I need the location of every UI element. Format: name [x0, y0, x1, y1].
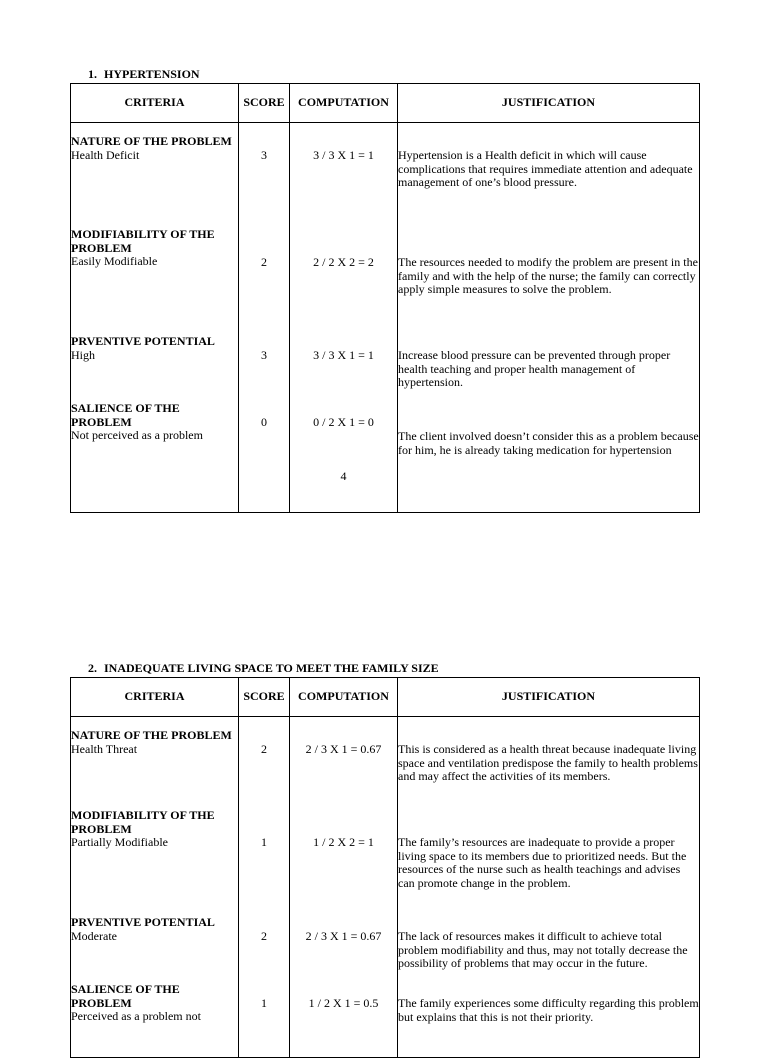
score-value: 1: [261, 996, 267, 1010]
score-header: SCORE: [239, 678, 290, 717]
criteria-title: NATURE OF THE PROBLEM: [71, 134, 232, 148]
priority-table: [70, 83, 700, 513]
score-value: 2: [261, 742, 267, 756]
computation-value: 1 / 2 X 1 = 0.5: [308, 996, 379, 1010]
criteria-title: MODIFIABILITY OF THE PROBLEM: [71, 227, 215, 255]
justification-text: The resources needed to modify the problem are present in the family and with the help of the nurse; the family can correctly apply simple measures to solve the problem.: [398, 255, 698, 296]
justification-text: This is considered as a health threat because inadequate living space and ventilation predispose the family to health problems and may affect the activities of its members.: [398, 742, 698, 783]
section-title: [88, 662, 439, 676]
criteria-value: Easily Modifiable: [71, 254, 158, 268]
score-value: 0: [261, 415, 267, 429]
total-score: 4: [340, 469, 347, 483]
computation-header: COMPUTATION: [290, 84, 398, 123]
justification-column: [398, 123, 700, 513]
justification-text: Hypertension is a Health deficit in which will cause complications that requires immediate attention and adequate management of one’s blood pressure.: [398, 148, 693, 189]
criteria-value: Moderate: [71, 928, 117, 943]
criteria-header: CRITERIA: [71, 678, 239, 717]
criteria-value: High: [71, 347, 95, 362]
justification-header: JUSTIFICATION: [398, 84, 700, 123]
justification-text: The family’s resources are inadequate to provide a proper living space to its members due to prioritized needs. But the resources of the nurse such as health teachings and advises can promote change in the problem.: [398, 835, 687, 890]
score-column: [239, 123, 290, 513]
priority-table: [70, 677, 700, 1058]
score-header: SCORE: [239, 84, 290, 123]
criteria-title: NATURE OF THE PROBLEM: [71, 728, 232, 742]
criteria-header: CRITERIA: [71, 84, 239, 123]
criteria-value: Health Threat: [71, 741, 138, 756]
score-value: 3: [261, 348, 267, 362]
section-number: 2.: [88, 661, 97, 675]
computation-value: 2 / 2 X 2 = 2: [313, 255, 374, 269]
section-title-text: HYPERTENSION: [104, 67, 200, 81]
table-header-row: [71, 678, 700, 717]
score-value: 2: [261, 929, 267, 943]
justification-text: The family experiences some difficulty regarding this problem but explains that this is not their priority.: [398, 996, 699, 1024]
justification-text: The lack of resources makes it difficult to achieve total problem modifiability and thus, may not totally decrease the possibility of problems that may occur in the future.: [398, 929, 688, 970]
score-value: 1: [261, 835, 267, 849]
justification-column: [398, 717, 700, 1058]
score-column: [239, 717, 290, 1058]
section-number: 1.: [88, 67, 97, 81]
computation-value: 3 / 3 X 1 = 1: [313, 148, 374, 162]
criteria-title: SALIENCE OF THE PROBLEM: [71, 982, 180, 1010]
justification-text: Increase blood pressure can be prevented through proper health teaching and proper health management of hypertension.: [398, 348, 671, 389]
score-value: 2: [261, 255, 267, 269]
computation-header: COMPUTATION: [290, 678, 398, 717]
criteria-value: Not perceived as a problem: [71, 428, 203, 442]
criteria-title: MODIFIABILITY OF THE PROBLEM: [71, 808, 215, 836]
table-body-row: [71, 123, 700, 513]
criteria-value: Partially Modifiable: [71, 835, 168, 849]
computation-column: [290, 123, 398, 513]
section-title-text: INADEQUATE LIVING SPACE TO MEET THE FAMILY SIZE: [104, 661, 439, 675]
justification-text: The client involved doesn’t consider this as a problem because for him, he is already taking medication for hypertension: [398, 429, 699, 457]
table-body-row: [71, 717, 700, 1058]
computation-value: 2 / 3 X 1 = 0.67: [305, 742, 382, 756]
criteria-title: SALIENCE OF THE PROBLEM: [71, 401, 180, 429]
section-title: [88, 68, 200, 82]
computation-value: 0 / 2 X 1 = 0: [313, 415, 374, 429]
computation-value: 3 / 3 X 1 = 1: [313, 348, 374, 362]
score-value: 3: [261, 148, 267, 162]
criteria-title: PRVENTIVE POTENTIAL: [71, 915, 215, 929]
criteria-value: Perceived as a problem not: [71, 1009, 201, 1023]
justification-header: JUSTIFICATION: [398, 678, 700, 717]
table-header-row: [71, 84, 700, 123]
criteria-column: [71, 123, 239, 513]
computation-column: [290, 717, 398, 1058]
computation-value: 2 / 3 X 1 = 0.67: [305, 929, 382, 943]
criteria-column: [71, 717, 239, 1058]
computation-value: 1 / 2 X 2 = 1: [313, 835, 374, 849]
criteria-value: Health Deficit: [71, 147, 140, 162]
criteria-title: PRVENTIVE POTENTIAL: [71, 334, 215, 348]
